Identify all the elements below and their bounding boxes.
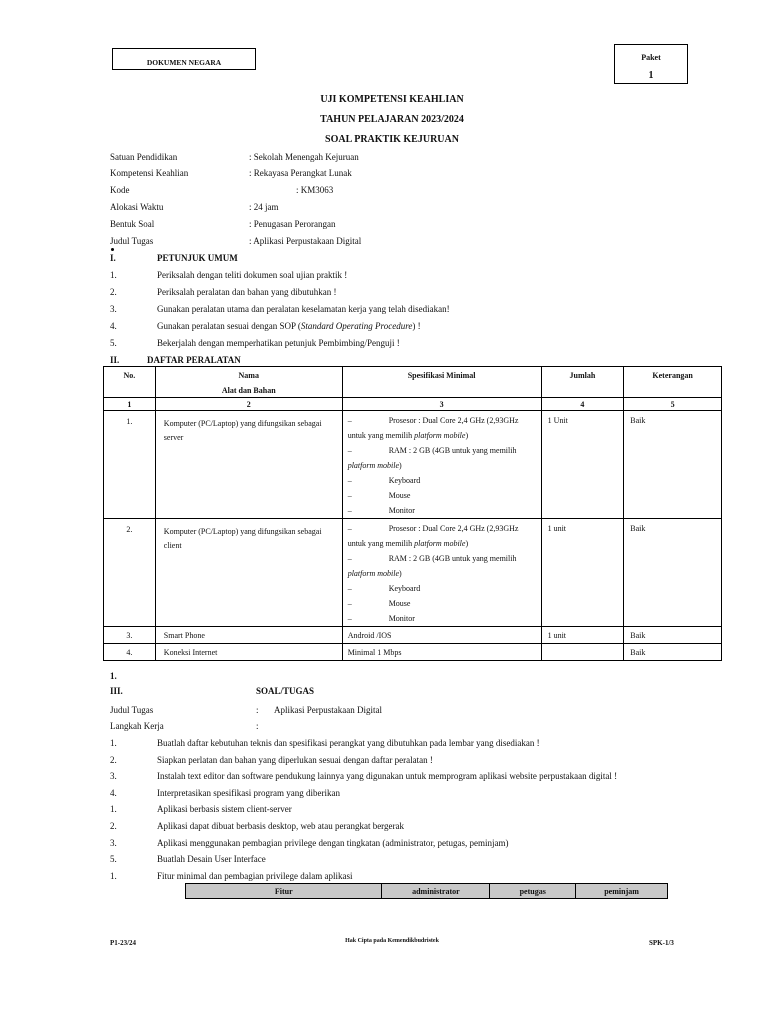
spec-bullet: – (347, 476, 352, 485)
petunjuk-text-3: Gunakan peralatan utama dan peralatan keselamatan kerja yang telah disediakan! (157, 304, 450, 314)
spec-ram: RAM : 2 GB (4GB untuk yang memilih (388, 446, 517, 455)
row-nama (155, 519, 342, 627)
petunjuk-text-4 (157, 321, 421, 331)
spec-bullet: – (347, 554, 352, 563)
petunjuk-number-4: 4. (110, 321, 117, 331)
section-2-title: DAFTAR PERALATAN (147, 355, 241, 365)
spec-line (343, 488, 541, 503)
col-header-nama-2: Alat dan Bahan (221, 386, 276, 395)
row-jumlah: 1 Unit (541, 411, 624, 519)
spec-ram: RAM : 2 GB (4GB untuk yang memilih (388, 554, 517, 563)
info-value-judul: : Aplikasi Perpustakaan Digital (249, 236, 362, 246)
spec-ram-italic: platform mobile (347, 461, 400, 470)
judul-tugas-label: Judul Tugas (110, 705, 154, 715)
langkah-text: Aplikasi menggunakan pembagian privilege dengan tingkatan (administrator, petugas, peminjam) (157, 838, 509, 848)
feature-table (185, 883, 668, 899)
bullet-dot (111, 248, 114, 251)
langkah-text: Aplikasi dapat dibuat berbasis desktop, web atau perangkat bergerak (157, 821, 405, 831)
info-value-satuan: : Sekolah Menengah Kejuruan (249, 152, 359, 162)
row-spesifikasi (342, 519, 541, 627)
spec-line (343, 551, 541, 566)
spec-processor-italic: platform mobile (414, 539, 466, 548)
feature-header-peminjam: peminjam (576, 884, 668, 899)
spec-processor: Prosesor : Dual Core 2,4 GHz (2,93GHz (388, 524, 519, 533)
petunjuk-text-5: Bekerjalah dengan memperhatikan petunjuk Pembimbing/Penguji ! (157, 338, 400, 348)
col-header-nama-1: Nama (238, 371, 259, 380)
spec-line (343, 413, 541, 428)
spec-line (343, 596, 541, 611)
info-label-alokasi: Alokasi Waktu (110, 202, 164, 212)
col-header-jumlah: Jumlah (541, 367, 624, 398)
spec-processor-end: ) (465, 431, 469, 440)
langkah-text: Instalah text editor dan software pendukung lainnya yang digunakan untuk memprogram aplikasi website perpustakaan digital ! (157, 771, 618, 781)
langkah-number: 1. (110, 871, 117, 881)
feature-header-petugas: petugas (490, 884, 576, 899)
spec-bullet: – (347, 446, 352, 455)
row-spesifikasi (342, 411, 541, 519)
row-nama-line-2: client (163, 541, 182, 550)
feature-header-fitur: Fitur (186, 884, 382, 899)
info-value-alokasi: : 24 jam (249, 202, 279, 212)
spec-processor-note: untuk yang memilih (347, 539, 415, 548)
row-keterangan: Baik (624, 519, 722, 627)
row-keterangan: Baik (624, 627, 722, 644)
feature-header-administrator: administrator (382, 884, 490, 899)
spec-line (343, 428, 541, 443)
row-nama-line-1: Komputer (PC/Laptop) yang difungsikan sebagai (163, 419, 322, 428)
section-1-title: PETUNJUK UMUM (157, 253, 238, 263)
langkah-number: 3. (110, 771, 117, 781)
footer-right: SPK-1/3 (649, 939, 674, 947)
spec-bullet: – (347, 614, 352, 623)
equipment-header-row (104, 367, 722, 398)
spec-line (343, 611, 541, 626)
info-value-bentuk: : Penugasan Perorangan (249, 219, 336, 229)
langkah-number: 1. (110, 738, 117, 748)
langkah-kerja-colon: : (256, 721, 259, 731)
langkah-kerja-label: Langkah Kerja (110, 721, 164, 731)
spec-keyboard: Keyboard (388, 476, 421, 485)
row-nama (155, 411, 342, 519)
spec-mouse: Mouse (388, 491, 411, 500)
section-3-title: SOAL/TUGAS (256, 686, 315, 696)
petunjuk-number-3: 3. (110, 304, 117, 314)
langkah-text: Buatlah daftar kebutuhan teknis dan spesifikasi perangkat yang dibutuhkan pada lembar yang disediakan ! (157, 738, 540, 748)
equipment-table (103, 366, 722, 661)
langkah-number: 4. (110, 788, 117, 798)
col-header-nama (155, 367, 342, 398)
spec-bullet: – (347, 584, 352, 593)
column-number: 2 (155, 398, 342, 411)
spec-bullet: – (347, 599, 352, 608)
spec-bullet: – (347, 416, 352, 425)
spec-monitor: Monitor (388, 614, 415, 623)
row-number: 4. (104, 644, 156, 661)
info-label-kompetensi: Kompetensi Keahlian (110, 168, 189, 178)
langkah-text: Interpretasikan spesifikasi program yang diberikan (157, 788, 340, 798)
row-nama-line-2: server (163, 433, 184, 442)
paket-label: Paket (641, 53, 661, 62)
row-nama: Smart Phone (155, 627, 342, 644)
petunjuk-text-4-pre: Gunakan peralatan sesuai dengan SOP ( (157, 321, 301, 331)
spec-bullet: – (347, 506, 352, 515)
column-number: 1 (104, 398, 156, 411)
petunjuk-text-2: Periksalah peralatan dan bahan yang dibutuhkan ! (157, 287, 337, 297)
col-header-keterangan: Keterangan (624, 367, 722, 398)
langkah-text: Buatlah Desain User Interface (157, 854, 266, 864)
spec-line (343, 536, 541, 551)
spec-ram-end: ) (399, 461, 402, 470)
column-number: 4 (541, 398, 624, 411)
row-spesifikasi: Android /IOS (342, 627, 541, 644)
langkah-text: Siapkan perlatan dan bahan yang diperlukan sesuai dengan daftar peralatan ! (157, 755, 433, 765)
paket-number: 1 (648, 70, 654, 81)
section-1-number: I. (110, 253, 116, 263)
info-label-bentuk: Bentuk Soal (110, 219, 155, 229)
petunjuk-number-2: 2. (110, 287, 117, 297)
langkah-text: Aplikasi berbasis sistem client-server (157, 804, 292, 814)
spec-processor-note: untuk yang memilih (347, 431, 415, 440)
footer-left: P1-23/24 (110, 939, 137, 947)
row-keterangan: Baik (624, 644, 722, 661)
spec-bullet: – (347, 524, 352, 533)
langkah-text: Fitur minimal dan pembagian privilege dalam aplikasi (157, 871, 353, 881)
spec-mouse: Mouse (388, 599, 411, 608)
row-number: 2. (104, 519, 156, 627)
row-nama-line-1: Komputer (PC/Laptop) yang difungsikan sebagai (163, 527, 322, 536)
petunjuk-text-4-italic: Standard Operating Procedure (300, 321, 413, 331)
section-2-number: II. (110, 355, 120, 365)
info-value-kompetensi: : Rekayasa Perangkat Lunak (249, 168, 352, 178)
col-header-no: No. (104, 367, 156, 398)
info-label-judul: Judul Tugas (110, 236, 154, 246)
spec-line (343, 521, 541, 536)
spec-keyboard: Keyboard (388, 584, 421, 593)
table-row (104, 644, 722, 661)
column-number: 5 (624, 398, 722, 411)
spec-bullet: – (347, 491, 352, 500)
table-row (104, 519, 722, 627)
langkah-number: 1. (110, 804, 117, 814)
spec-processor: Prosesor : Dual Core 2,4 GHz (2,93GHz (388, 416, 519, 425)
langkah-number: 2. (110, 755, 117, 765)
col-header-spesifikasi: Spesifikasi Minimal (342, 367, 541, 398)
row-keterangan: Baik (624, 411, 722, 519)
info-value-kode: : KM3063 (296, 185, 334, 195)
petunjuk-number-5: 5. (110, 338, 117, 348)
column-number: 3 (342, 398, 541, 411)
row-jumlah: 1 unit (541, 519, 624, 627)
document-label-box (112, 48, 256, 70)
spec-line (343, 581, 541, 596)
row-jumlah: 1 unit (541, 627, 624, 644)
table-row (104, 627, 722, 644)
stray-number: 1. (110, 671, 117, 681)
langkah-number: 2. (110, 821, 117, 831)
section-3-number: III. (110, 686, 123, 696)
spec-line (343, 458, 541, 473)
column-number-row (104, 398, 722, 411)
spec-processor-end: ) (465, 539, 469, 548)
judul-tugas-value: Aplikasi Perpustakaan Digital (274, 705, 382, 715)
petunjuk-text-1: Periksalah dengan teliti dokumen soal ujian praktik ! (157, 270, 348, 280)
spec-ram-end: ) (399, 569, 402, 578)
footer-center: Hak Cipta pada Kemendikbudristek (345, 938, 439, 944)
spec-line (343, 473, 541, 488)
langkah-number: 3. (110, 838, 117, 848)
feature-header-row (186, 884, 668, 899)
title-line-2: TAHUN PELAJARAN 2023/2024 (320, 114, 464, 125)
row-spesifikasi: Minimal 1 Mbps (342, 644, 541, 661)
langkah-number: 5. (110, 854, 117, 864)
row-number: 1. (104, 411, 156, 519)
spec-ram-italic: platform mobile (347, 569, 400, 578)
title-line-3: SOAL PRAKTIK KEJURUAN (325, 134, 459, 145)
document-label: DOKUMEN NEGARA (146, 58, 222, 67)
spec-line (343, 443, 541, 458)
spec-line (343, 566, 541, 581)
row-jumlah (541, 644, 624, 661)
info-label-kode: Kode (110, 185, 130, 195)
spec-processor-italic: platform mobile (414, 431, 466, 440)
row-number: 3. (104, 627, 156, 644)
paket-box (614, 44, 688, 84)
table-row (104, 411, 722, 519)
info-label-satuan: Satuan Pendidikan (110, 152, 178, 162)
title-line-1: UJI KOMPETENSI KEAHLIAN (320, 94, 464, 105)
row-nama: Koneksi Internet (155, 644, 342, 661)
spec-line (343, 503, 541, 518)
judul-tugas-colon: : (256, 705, 259, 715)
spec-monitor: Monitor (388, 506, 415, 515)
petunjuk-text-4-post: ) ! (412, 321, 421, 331)
petunjuk-number-1: 1. (110, 270, 117, 280)
